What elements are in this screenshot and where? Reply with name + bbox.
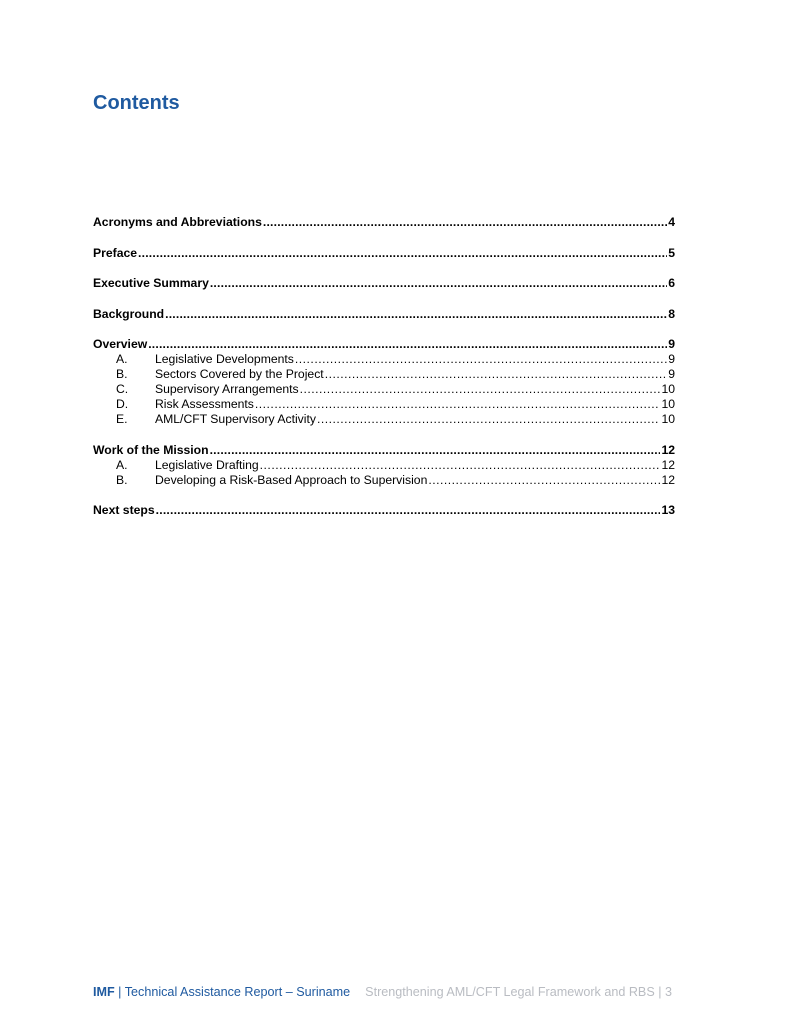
toc-entry [93,337,675,427]
toc-leader-dots [295,352,667,367]
toc-main-link[interactable] [93,215,675,230]
toc-leader-dots [428,473,660,488]
toc-entry-title: Next steps [93,503,155,517]
toc-entry-page: 12 [661,442,675,457]
toc-entry-page: 6 [668,276,675,290]
toc-main-link[interactable] [93,307,675,322]
toc-entry-title: Executive Summary [93,276,209,290]
toc-leader-dots [263,215,667,230]
toc-subentry-page: 10 [661,397,675,411]
toc-entry-title: Background [93,306,165,321]
toc-subentry-letter: E. [116,412,128,426]
toc-subentry-title: Sectors Covered by the Project [155,367,324,381]
footer-page-number: 3 [665,985,673,999]
footer-report-title: Technical Assistance Report [124,985,283,999]
toc-subentry-letter: B. [116,367,128,381]
footer-org: IMF [93,985,115,999]
toc-entry [93,276,675,291]
toc-leader-dots [165,307,667,322]
page-heading: Contents [93,92,180,114]
toc-subentry-link[interactable] [93,473,675,488]
toc-entry-page: 13 [661,503,675,517]
toc-entry-title: Work of the Mission [93,442,209,457]
toc-subentry-link[interactable] [93,352,675,367]
toc-subentry-letter: A. [116,352,128,366]
toc-leader-dots [300,382,661,397]
footer-subtitle: Strengthening AML/CFT Legal Framework and RBS [365,985,655,999]
toc-subentry-letter: C. [116,382,129,396]
toc-subentry-page: 12 [661,472,675,487]
toc-entry [93,443,675,488]
table-of-contents [93,215,675,534]
toc-leader-dots [138,246,667,261]
footer-country: Suriname [296,985,351,999]
toc-leader-dots [210,276,667,291]
toc-main-link[interactable] [93,276,675,291]
toc-subentry-letter: B. [116,472,128,487]
toc-main-link[interactable] [93,503,675,518]
toc-subentry-title: Developing a Risk-Based Approach to Supervision [155,472,428,487]
toc-subentry-letter: D. [116,397,129,411]
toc-subentry-title: Legislative Drafting [155,457,259,472]
toc-entry-page: 8 [668,306,675,321]
toc-subentry-title: Risk Assessments [155,397,254,411]
toc-entry-page: 4 [668,215,675,229]
toc-subentry-page: 9 [668,352,675,366]
toc-subentry-link[interactable] [93,412,675,427]
toc-entry [93,215,675,230]
toc-entry-title: Acronyms and Abbreviations [93,215,262,229]
page-footer [93,985,713,999]
toc-subentry-page: 10 [661,412,675,426]
toc-subentry-link[interactable] [93,397,675,412]
toc-leader-dots [255,397,661,412]
toc-leader-dots [317,412,660,427]
toc-main-link[interactable] [93,246,675,261]
toc-subentry-page: 9 [668,367,675,381]
toc-subentry-page: 12 [661,457,675,472]
toc-subentry-link[interactable] [93,458,675,473]
footer-dash: – [282,985,297,999]
footer-separator: | [114,985,125,999]
toc-subentry-title: Supervisory Arrangements [155,382,299,396]
toc-entry-page: 9 [668,337,675,351]
toc-leader-dots [148,337,667,352]
toc-leader-dots [156,503,661,518]
toc-entry [93,246,675,261]
toc-subentry-letter: A. [116,457,128,472]
toc-main-link[interactable] [93,337,675,352]
toc-subentry-title: Legislative Developments [155,352,294,366]
toc-subentry-title: AML/CFT Supervisory Activity [155,412,316,426]
toc-entry [93,307,675,322]
toc-leader-dots [325,367,668,382]
toc-entry-page: 5 [668,245,675,260]
toc-entry [93,503,675,518]
footer-page-separator: | [654,985,666,999]
toc-subentry-link[interactable] [93,382,675,397]
toc-entry-title: Overview [93,337,148,351]
toc-leader-dots [260,458,661,473]
toc-leader-dots [210,443,661,458]
toc-subentry-page: 10 [661,382,675,396]
toc-main-link[interactable] [93,443,675,458]
toc-entry-title: Preface [93,245,138,260]
toc-subentry-link[interactable] [93,367,675,382]
